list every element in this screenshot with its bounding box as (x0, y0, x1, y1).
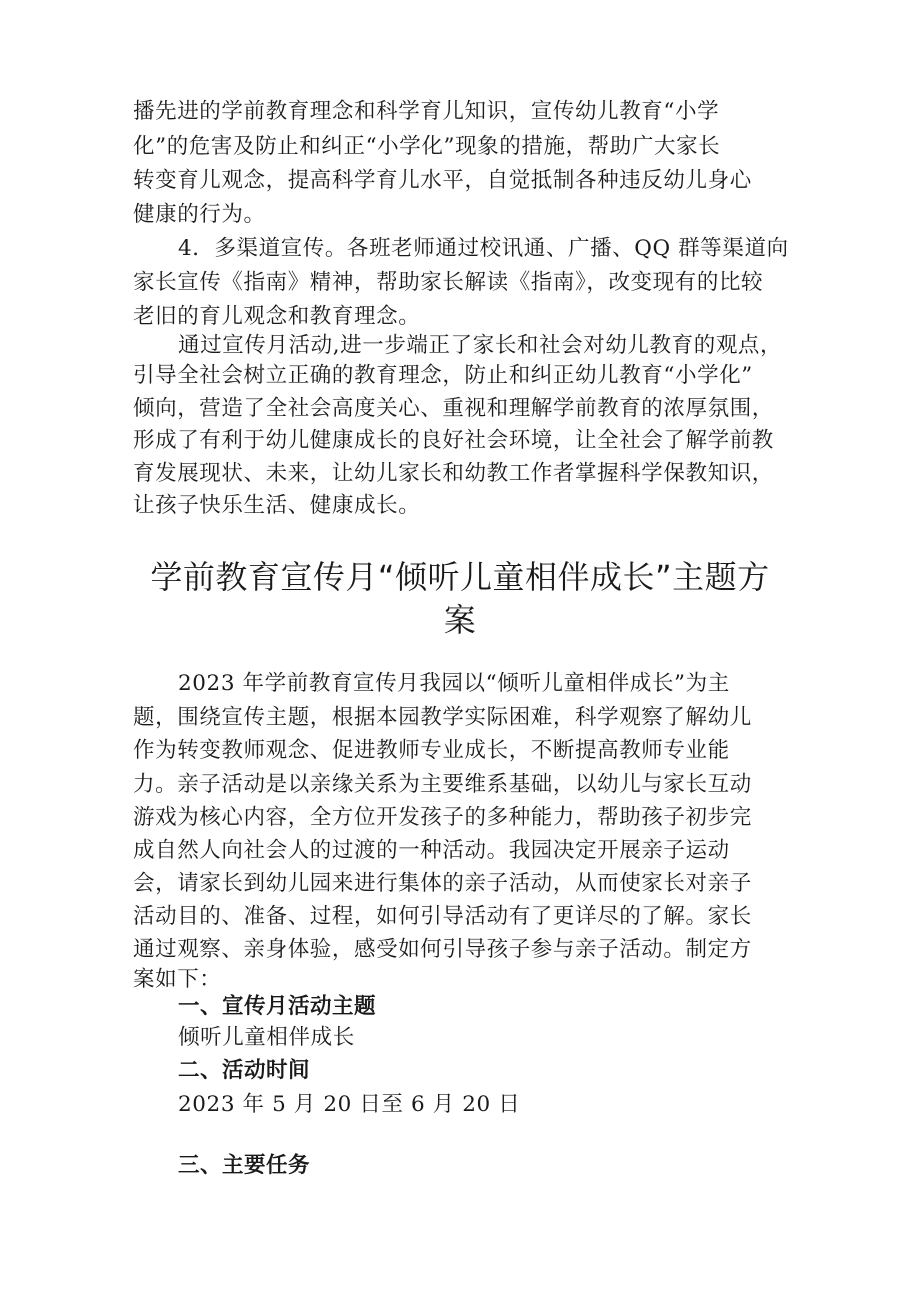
paragraph-line: 通过观察、亲身体验，感受如何引导孩子参与亲子活动。制定方 (133, 937, 752, 962)
theme-text: 倾听儿童相伴成长 (178, 1025, 355, 1050)
paragraph-line: 育发展现状、未来，让幼儿家长和幼教工作者掌握科学保教知识， (133, 461, 774, 486)
paragraph-line: 老旧的育儿观念和教育理念。 (133, 304, 421, 329)
paragraph-line: 转变育儿观念，提高科学育儿水平，自觉抵制各种违反幼儿身心 (133, 168, 752, 193)
paragraph-line: 成自然人向社会人的过渡的一种活动。我园决定开展亲子运动 (133, 838, 730, 863)
section-heading-theme: 一、宣传月活动主题 (178, 994, 377, 1019)
paragraph-line: 形成了有利于幼儿健康成长的良好社会环境，让全社会了解学前教 (133, 428, 774, 453)
paragraph-line: 会，请家长到幼儿园来进行集体的亲子活动，从而使家长对亲子 (133, 871, 752, 896)
paragraph-line: 作为转变教师观念、促进教师专业成长，不断提高教师专业能 (133, 738, 730, 763)
paragraph-line: 2023 年学前教育宣传月我园以“倾听儿童相伴成长”为主 (178, 671, 730, 696)
paragraph-line: 活动目的、准备、过程，如何引导活动有了更详尽的了解。家长 (133, 904, 752, 929)
paragraph-line: 案如下： (133, 967, 222, 992)
paragraph-line: 化”的危害及防止和纠正“小学化”现象的措施，帮助广大家长 (133, 134, 721, 159)
paragraph-line: 健康的行为。 (133, 202, 266, 227)
paragraph-line: 播先进的学前教育理念和科学育儿知识，宣传幼儿教育“小学 (133, 99, 720, 124)
paragraph-line: 让孩子快乐生活、健康成长。 (133, 493, 421, 518)
section-heading-time: 二、活动时间 (178, 1058, 311, 1083)
paragraph-line: 通过宣传月活动,进一步端正了家长和社会对幼儿教育的观点， (178, 333, 783, 358)
document-title-continued: 案 (443, 601, 477, 639)
paragraph-line: 家长宣传《指南》精神，帮助家长解读《指南》，改变现有的比较 (133, 270, 764, 295)
time-text: 2023 年 5 月 20 日至 6 月 20 日 (178, 1092, 521, 1117)
section-heading-tasks: 三、主要任务 (178, 1153, 311, 1178)
paragraph-line: 题，围绕宣传主题，根据本园教学实际困难，科学观察了解幼儿 (133, 705, 752, 730)
document-title: 学前教育宣传月“倾听儿童相伴成长”主题方 (150, 558, 770, 596)
paragraph-line: 倾向，营造了全社会高度关心、重视和理解学前教育的浓厚氛围， (133, 396, 774, 421)
paragraph-line: 力。亲子活动是以亲缘关系为主要维系基础，以幼儿与家长互动 (133, 772, 752, 797)
paragraph-line: 4．多渠道宣传。各班老师通过校讯通、广播、QQ 群等渠道向 (178, 236, 789, 261)
paragraph-line: 游戏为核心内容，全方位开发孩子的多种能力，帮助孩子初步完 (133, 805, 752, 830)
paragraph-line: 引导全社会树立正确的教育理念，防止和纠正幼儿教育“小学化” (133, 363, 753, 388)
